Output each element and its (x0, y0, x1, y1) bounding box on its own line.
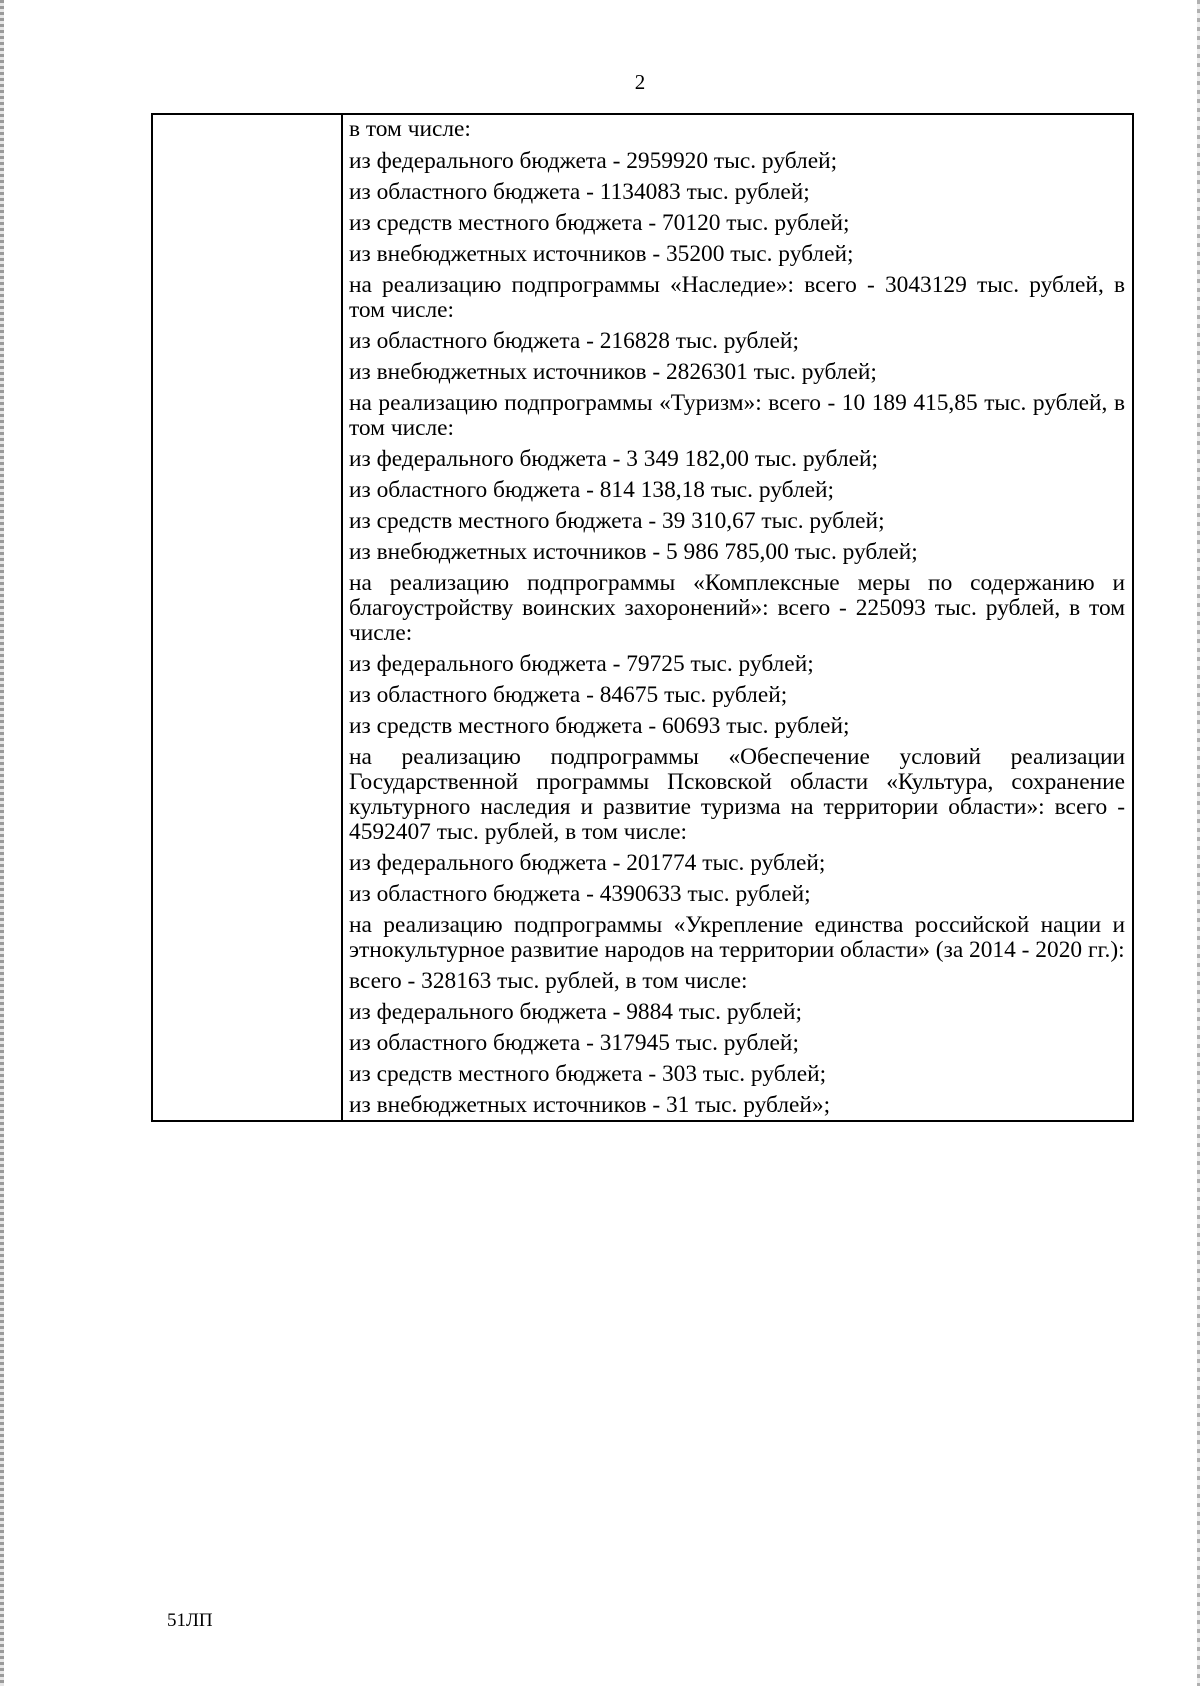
table-paragraph: из федерального бюджета - 3 349 182,00 тыс. рублей; (349, 446, 879, 472)
table-paragraph: из внебюджетных источников - 35200 тыс. рублей; (349, 241, 854, 267)
table-left-column (153, 115, 343, 1120)
table-paragraph: на реализацию подпрограммы «Укрепление единства российской нации и этнокультурное развитие народов на территории области» (за 2014 - 2020 гг.): (349, 912, 1125, 963)
table-paragraph: из областного бюджета - 4390633 тыс. рублей; (349, 881, 811, 907)
table-paragraph: из внебюджетных источников - 5 986 785,00 тыс. рублей; (349, 539, 918, 565)
table-paragraph: из федерального бюджета - 79725 тыс. рублей; (349, 651, 814, 677)
table-paragraph: из областного бюджета - 84675 тыс. рублей; (349, 682, 788, 708)
table-paragraph: из областного бюджета - 814 138,18 тыс. рублей; (349, 477, 835, 503)
table-paragraph: всего - 328163 тыс. рублей, в том числе: (349, 968, 748, 994)
table-paragraph: из средств местного бюджета - 39 310,67 тыс. рублей; (349, 508, 885, 534)
table-paragraph: на реализацию подпрограммы «Туризм»: всего - 10 189 415,85 тыс. рублей, в том числе: (349, 390, 1125, 441)
table-paragraph: на реализацию подпрограммы «Комплексные меры по содержанию и благоустройству воинских захоронений»: всего - 225093 тыс. рублей, в том числе: (349, 570, 1125, 646)
table-paragraph: из средств местного бюджета - 303 тыс. рублей; (349, 1061, 827, 1087)
table-paragraph: из федерального бюджета - 9884 тыс. рублей; (349, 999, 803, 1025)
table-paragraph: на реализацию подпрограммы «Наследие»: всего - 3043129 тыс. рублей, в том числе: (349, 272, 1125, 323)
table-paragraph: в том числе: (349, 116, 471, 142)
table-paragraph: из областного бюджета - 317945 тыс. рублей; (349, 1030, 799, 1056)
table-paragraph: из средств местного бюджета - 60693 тыс. рублей; (349, 713, 850, 739)
table-paragraph: из внебюджетных источников - 31 тыс. рублей»; (349, 1092, 831, 1118)
table-right-column (343, 115, 1132, 1120)
document-code: 51ЛП (167, 1610, 213, 1631)
table-paragraph: из федерального бюджета - 2959920 тыс. рублей; (349, 148, 838, 174)
table-paragraph: на реализацию подпрограммы «Обеспечение условий реализации Государственной программы Псковской области «Культура, сохранение культурного наследия и развитие туризма на территории области»: всего - 4592407 тыс. рублей, в том числе: (349, 744, 1125, 845)
page-number: 2 (634, 70, 646, 94)
table-paragraph: из федерального бюджета - 201774 тыс. рублей; (349, 850, 826, 876)
table-paragraph: из внебюджетных источников - 2826301 тыс. рублей; (349, 359, 877, 385)
table-paragraph: из областного бюджета - 216828 тыс. рублей; (349, 328, 799, 354)
table-paragraph: из областного бюджета - 1134083 тыс. рублей; (349, 179, 810, 205)
scan-edge-left (0, 0, 4, 1686)
document-table (151, 113, 1134, 1122)
table-paragraph: из средств местного бюджета - 70120 тыс. рублей; (349, 210, 850, 236)
